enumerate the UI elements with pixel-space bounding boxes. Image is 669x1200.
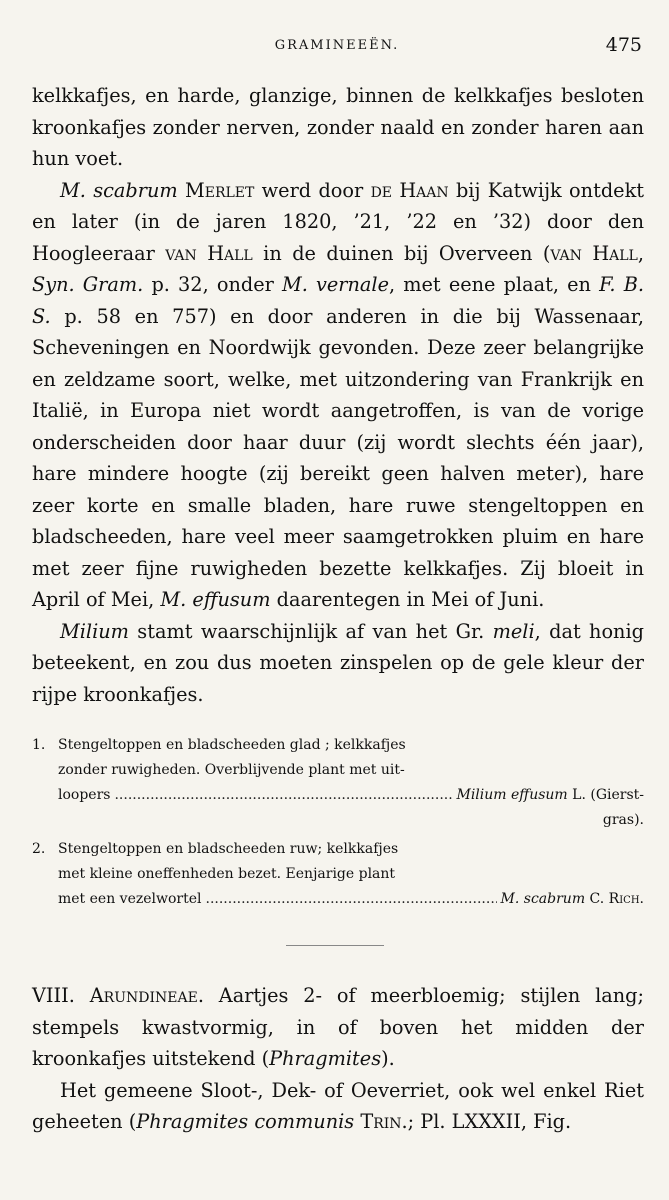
text-span: daarentegen in Mei of Juni.	[270, 588, 545, 611]
key-number: 2.	[32, 841, 46, 857]
paragraph-4	[32, 980, 644, 1075]
page-header	[32, 34, 642, 58]
reference-title: F. B. S.	[32, 273, 644, 328]
leader-dots	[206, 887, 497, 912]
text-span: in de duinen bij Overveen (	[252, 241, 551, 265]
identification-key	[32, 733, 644, 916]
text-span: bij Katwijk ontdekt en later (in de jaren 1820, ’21, ’22 en ’32) door den Hoogleeraar	[32, 178, 645, 265]
tribe-name: Arundineae.	[89, 984, 204, 1007]
section-number: VIII.	[32, 984, 90, 1007]
authority: C. Rich.	[585, 891, 644, 907]
genus-name: Milium	[60, 619, 129, 643]
key-entry-1	[32, 733, 644, 833]
species-name: M. effusum	[160, 588, 271, 611]
greek-word: meli	[492, 619, 535, 643]
text-span: , met eene plaat, en	[388, 273, 600, 296]
section-text	[32, 980, 644, 1138]
leader-dots	[114, 783, 452, 808]
species-name: M. scabrum	[500, 891, 586, 907]
paragraph-2	[32, 175, 644, 616]
authority: L. (Gierst-	[567, 787, 644, 803]
text-span: werd door	[254, 178, 371, 202]
key-taxon	[501, 887, 644, 912]
species-name: Milium effusum	[456, 787, 568, 803]
text-span: Aartjes 2- of meerbloemig; stijlen lang; stempels kwastvormig, in of boven het midden der kroonkafjes uitstekend (	[32, 984, 644, 1070]
key-line: zonder ruwigheden. Overblijvende plant met uit-	[58, 762, 405, 778]
key-entry-2	[32, 837, 644, 912]
running-head: GRAMINEEËN.	[274, 38, 400, 53]
species-name: M. scabrum	[60, 178, 178, 202]
person-name: de Haan	[370, 178, 449, 202]
common-name: gras).	[602, 812, 644, 828]
key-line-last	[58, 783, 644, 808]
key-taxon	[456, 783, 644, 808]
section-divider	[286, 945, 384, 946]
paragraph-5	[32, 1075, 644, 1138]
paragraph-1: kelkkafjes, en harde, glanzige, binnen de kelkkafjes besloten kroonkafjes zonder nerven, zonder naald en zonder haren aan hun voet.	[32, 84, 644, 170]
author-name: Merlet	[184, 178, 255, 202]
text-span: p. 58 en 757) en door anderen in die bij Wassenaar, Scheveningen en Noordwijk gevonden. Deze zeer belangrijke en zeldzame soort, welke, met uitzondering van Frankrijk en Italië, in Europa niet wordt aangetroffen, is van de vorige onderscheiden door haar duur (zij wordt slechts één jaar), hare mindere hoogte (zij bereikt geen halven meter), hare zeer korte en smalle bladen, hare ruwe stengeltoppen en bladscheeden, hare veel meer saamgetrokken pluim en hare met zeer fijne ruwigheden bezette kelkkafjes. Zij bloeit in April of Mei,	[32, 304, 644, 611]
text-span: stamt waarschijnlijk af van het Gr.	[128, 619, 493, 643]
key-line: met kleine oneffenheden bezet. Eenjarige plant	[58, 866, 396, 882]
authority: Trin.	[360, 1110, 408, 1133]
text-span: ; Pl. LXXXII, Fig.	[407, 1110, 572, 1133]
text-span: ,	[637, 241, 644, 265]
key-line: loopers	[58, 787, 111, 803]
reference-title: Syn. Gram.	[32, 273, 144, 296]
genus-name: Phragmites	[269, 1047, 382, 1070]
key-line: met een vezelwortel	[58, 891, 202, 907]
paragraph-3	[32, 616, 644, 711]
main-text	[32, 80, 644, 710]
person-name: van Hall	[550, 241, 638, 265]
key-number: 1.	[32, 737, 46, 753]
species-name: M. vernale	[281, 273, 389, 296]
key-line: Stengeltoppen en bladscheeden ruw; kelkkafjes	[58, 841, 399, 857]
text-span: Het gemeene Sloot-, Dek- of Oeverriet, ook wel enkel Riet geheeten (	[32, 1078, 644, 1133]
species-name: Phragmites communis	[136, 1110, 355, 1133]
key-line: Stengeltoppen en bladscheeden glad ; kelkkafjes	[58, 737, 406, 753]
text-span: ).	[381, 1047, 395, 1070]
text-span: p. 32, onder	[143, 273, 282, 296]
text-span: , dat honig beteekent, en zou dus moeten zinspelen op de gele kleur der rijpe kroonkafjes.	[32, 619, 644, 706]
key-line-last	[58, 887, 644, 912]
page-number: 475	[605, 34, 642, 56]
person-name: van Hall	[165, 241, 253, 265]
